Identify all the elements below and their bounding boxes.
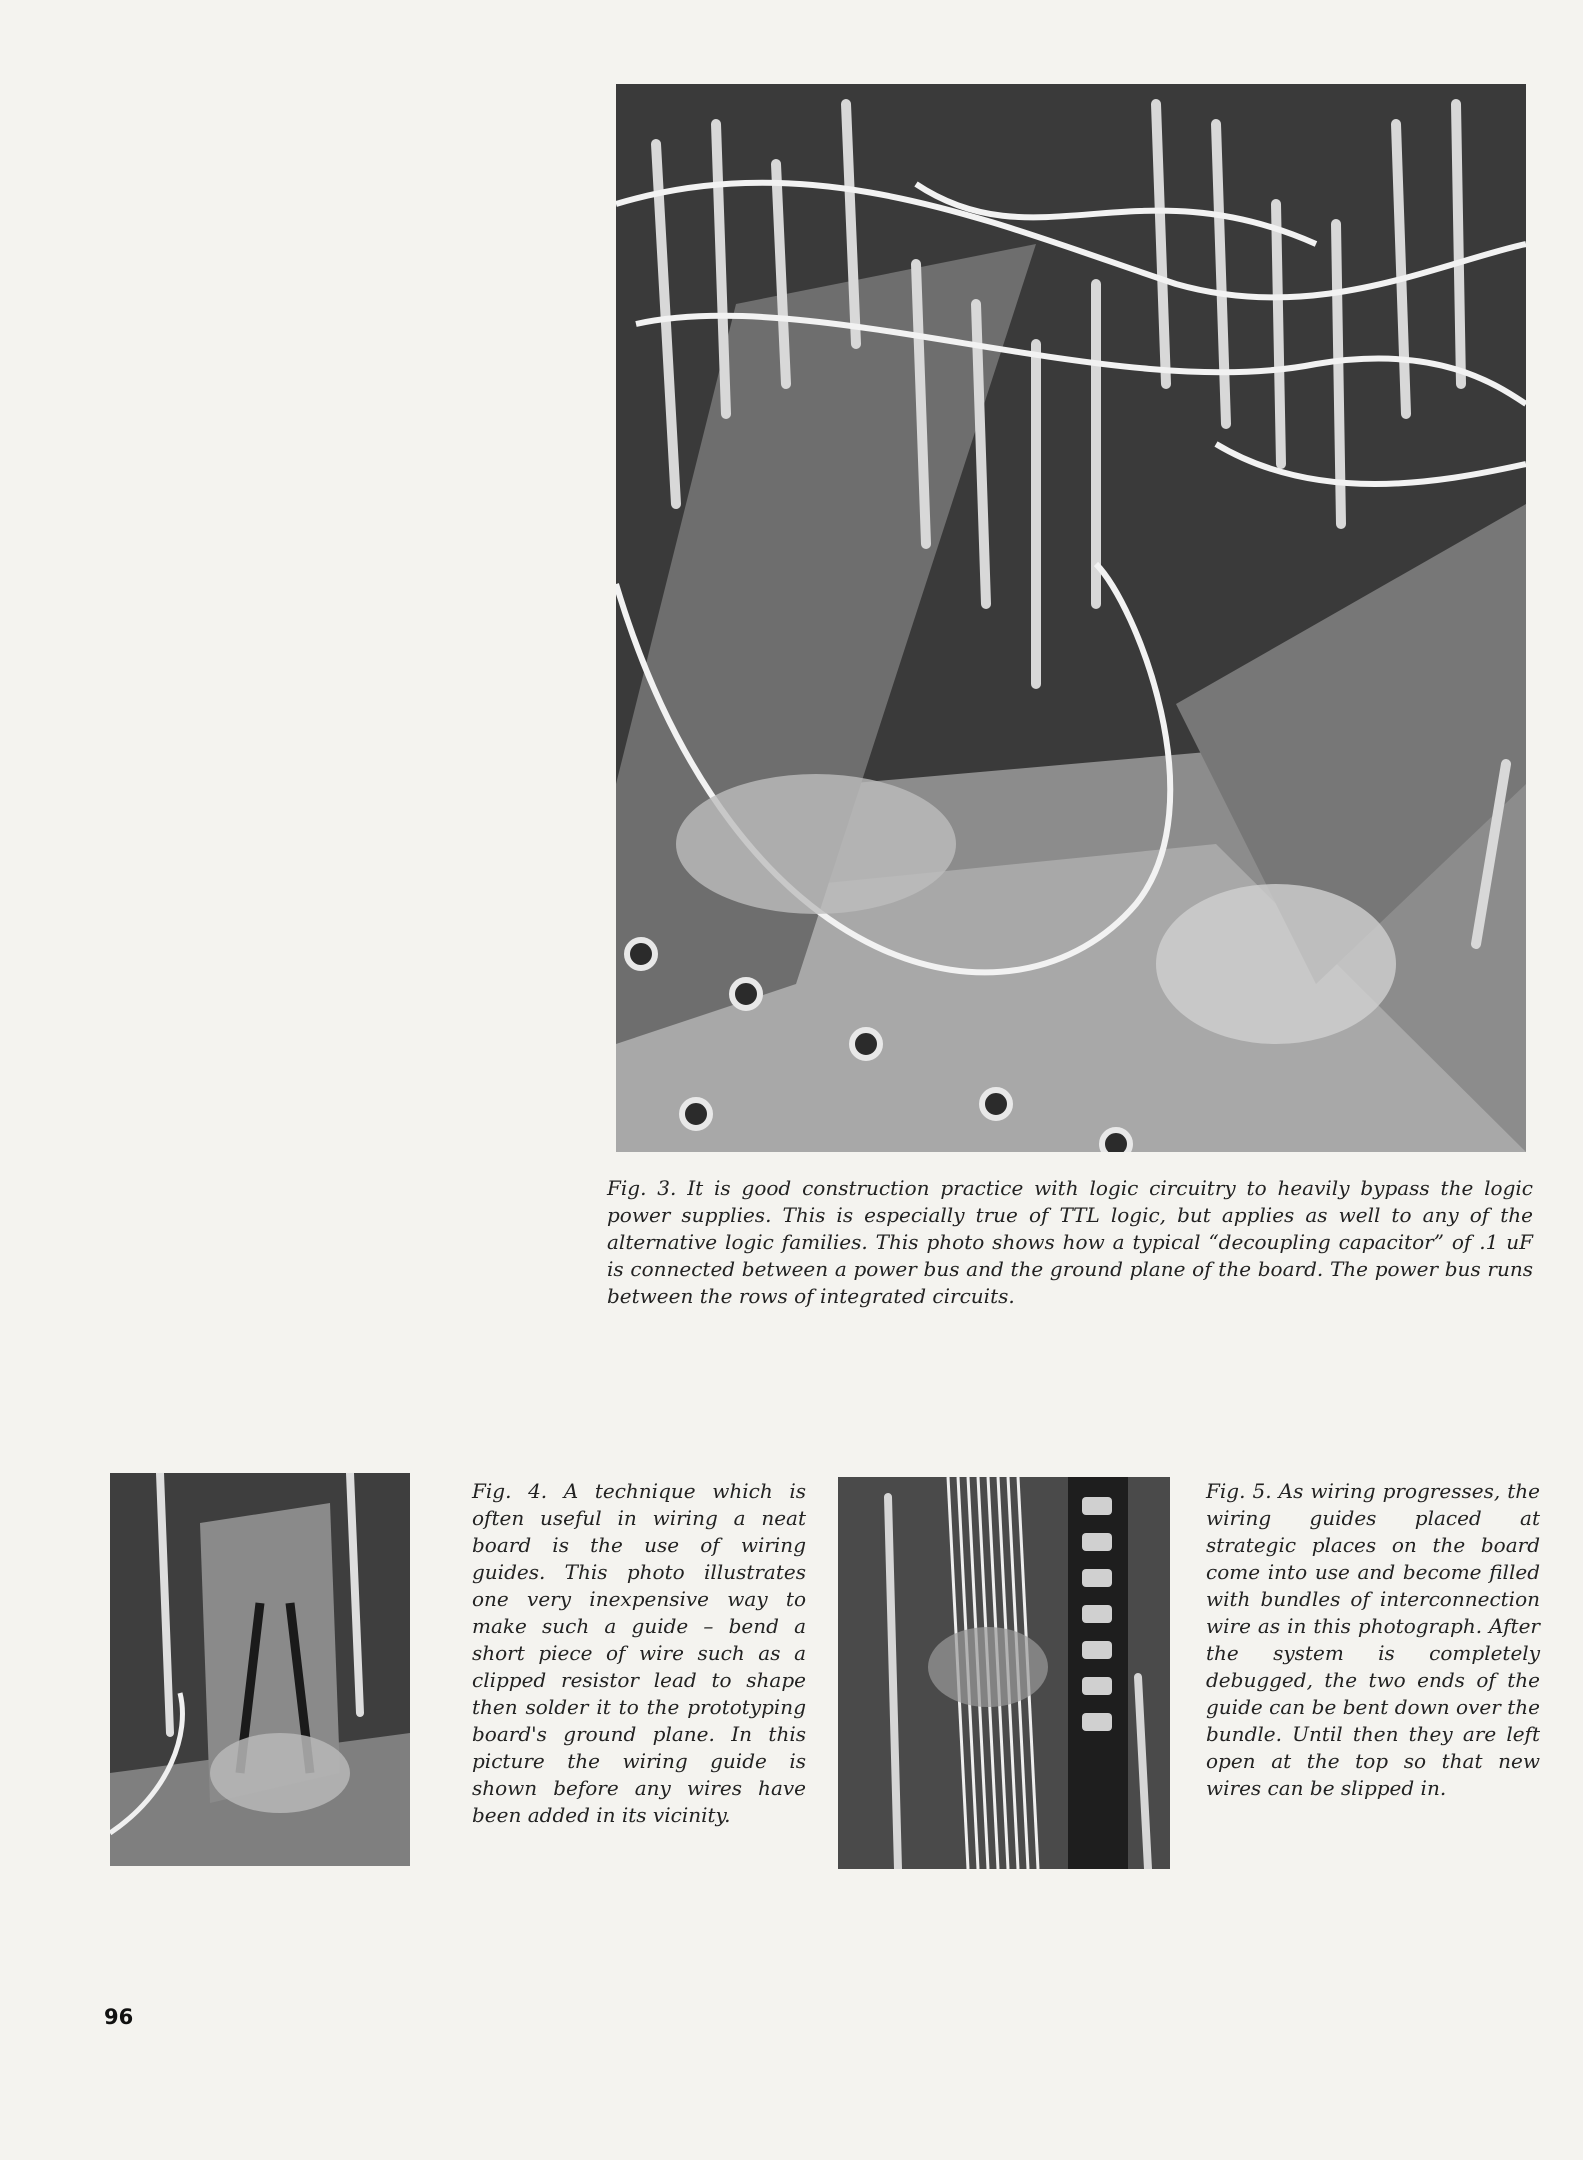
page-number: 96 (104, 2005, 134, 2029)
figure-5-image (838, 1477, 1170, 1869)
figure-4-photo (110, 1473, 410, 1866)
figure-3-caption: Fig. 3. It is good construction practice with logic circuitry to heavily bypass the logic power supplies. This is especially true of TTL logic, but applies as well to any of the alternative logic families. This photo shows how a typical “decoupling capacitor” of .1 uF is connected between a power bus and the ground plane of the board. The power bus runs between the rows of integrated circuits. (607, 1176, 1533, 1308)
figure-4-image (110, 1473, 410, 1866)
figure-4-caption: Fig. 4. A technique which is often useful in wiring a neat board is the use of wiring guides. This photo illustrates one very inexpensive way to make such a guide – bend a short piece of wire such as a clipped resistor lead to shape then solder it to the prototyping board's ground plane. In this picture the wiring guide is shown before any wires have been added in its vicinity. (472, 1479, 806, 1827)
figure-3-image (616, 84, 1526, 1152)
figure-5-photo (838, 1477, 1170, 1869)
figure-3-photo (616, 84, 1526, 1152)
figure-5-caption: Fig. 5. As wiring progresses, the wiring guides placed at strategic places on the board come into use and become filled with bundles of interconnection wire as in this photograph. After the system is completely debugged, the two ends of the guide can be bent down over the bundle. Until then they are left open at the top so that new wires can be slipped in. (1206, 1479, 1540, 1800)
